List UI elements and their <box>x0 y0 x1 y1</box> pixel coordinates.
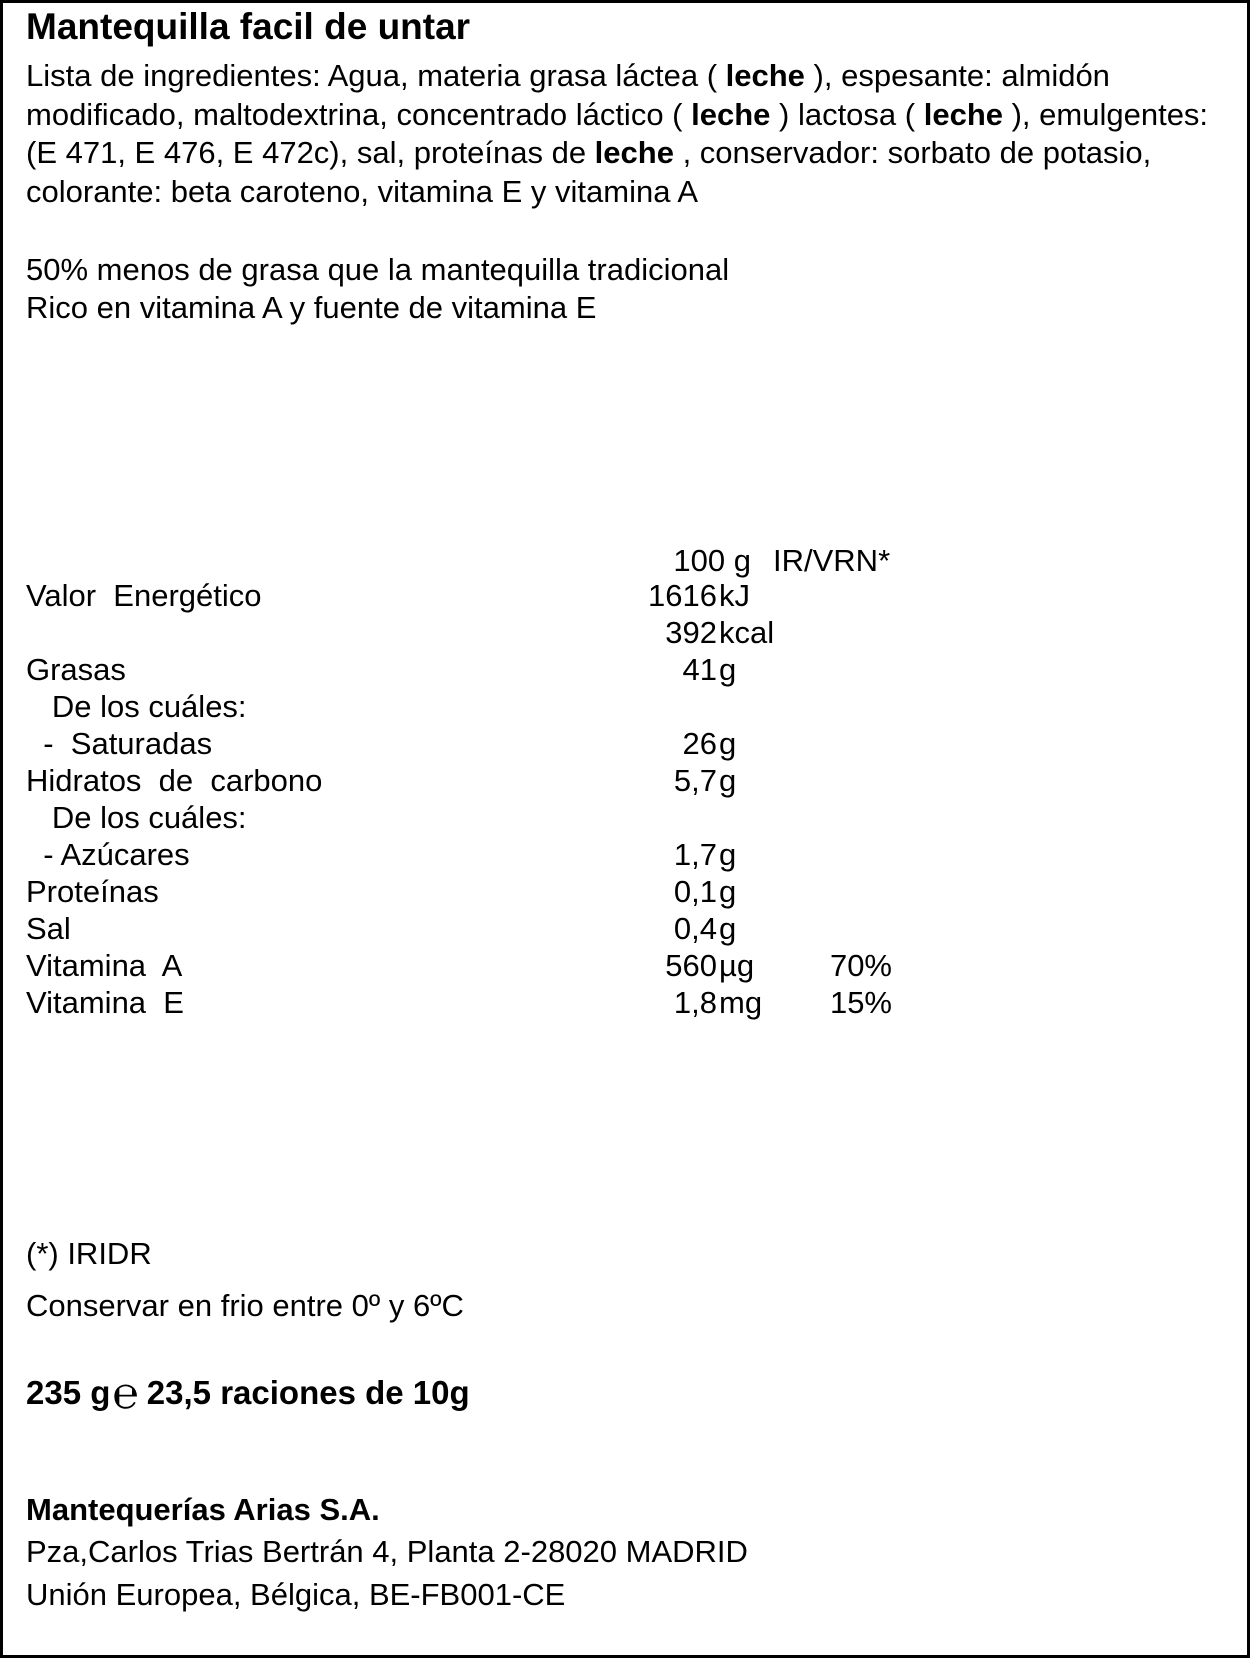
estimated-sign-icon: ℮ <box>112 1369 139 1418</box>
company-origin: Unión Europea, Bélgica, BE-FB001-CE <box>26 1577 566 1612</box>
nutrient-value: 1,7 <box>673 837 717 872</box>
storage-instructions: Conservar en frio entre 0º y 6ºC <box>26 1288 464 1323</box>
column-header-ir-vrn: IR/VRN* <box>773 543 891 578</box>
allergen-highlight: leche <box>725 58 805 93</box>
nutrient-label: - Saturadas <box>26 726 213 761</box>
nutrient-value: 0,4 <box>673 911 717 946</box>
column-header-100g: 100 g <box>673 543 751 578</box>
nutrition-row <box>3 873 1243 910</box>
nutrient-label: Valor Energético <box>26 578 262 613</box>
portions: 23,5 raciones de 10g <box>146 1374 470 1411</box>
nutrient-percent: 70% <box>829 948 892 983</box>
nutrition-row <box>3 947 1243 984</box>
nutrient-value: 1,8 <box>673 985 717 1020</box>
company-name: Mantequerías Arias S.A. <box>26 1492 380 1527</box>
nutrition-row <box>3 577 1243 614</box>
nutrient-value: 1616 <box>648 578 717 613</box>
nutrition-row <box>3 762 1243 799</box>
nutrient-value: 5,7 <box>673 763 717 798</box>
nutrition-row <box>3 651 1243 688</box>
allergen-highlight: leche <box>923 96 1003 132</box>
allergen-highlight: leche <box>594 135 674 170</box>
ingredients-text: ), espesante: almidón modificado, maltodextrina, concentrado láctico ( <box>26 58 1110 132</box>
nutrient-value: 0,1 <box>673 874 717 909</box>
nutrition-row <box>3 984 1243 1021</box>
nutrition-row <box>3 836 1243 873</box>
nutrition-row <box>3 799 1243 836</box>
nutrition-row <box>3 910 1243 947</box>
nutrition-row <box>3 614 1243 651</box>
nutrient-unit: kJ <box>719 578 750 613</box>
ingredients-list <box>26 57 1226 211</box>
ingredients-text: , conservador: sorbato de potasio, colorante: beta caroteno, vitamina E y vitamina A <box>26 135 1152 209</box>
nutrient-unit: g <box>719 652 737 687</box>
nutrition-row <box>3 725 1243 762</box>
claim-fat: 50% menos de grasa que la mantequilla tradicional <box>26 252 730 287</box>
nutrient-label: Vitamina A <box>26 948 183 983</box>
nutrient-label: Grasas <box>26 652 126 687</box>
ingredients-text: ) lactosa ( <box>770 96 924 132</box>
nutrient-value: 41 <box>682 652 717 687</box>
nutrient-label: Hidratos de carbono <box>26 763 323 798</box>
nutrient-unit: g <box>719 726 737 761</box>
nutrition-row <box>3 688 1243 725</box>
nutrient-label: - Azúcares <box>26 837 190 872</box>
nutrient-label: De los cuáles: <box>26 689 247 724</box>
nutrient-label: De los cuáles: <box>26 800 247 835</box>
nutrient-value: 26 <box>682 726 717 761</box>
nutrient-label: Sal <box>26 911 71 946</box>
nutrient-unit: kcal <box>719 615 775 650</box>
nutrient-unit: mg <box>719 985 763 1020</box>
nutrient-unit: g <box>719 763 737 798</box>
nutrient-value: 392 <box>665 615 717 650</box>
nutrient-unit: g <box>719 837 737 872</box>
ingredients-text: Lista de ingredientes: Agua, materia grasa láctea ( <box>26 58 726 93</box>
footnote: (*) IRIDR <box>26 1236 152 1271</box>
nutrient-unit: µg <box>719 948 755 983</box>
nutrient-label: Vitamina E <box>26 985 184 1020</box>
net-weight <box>26 1369 470 1418</box>
allergen-highlight: leche <box>691 96 771 132</box>
company-address: Pza,Carlos Trias Bertrán 4, Planta 2-28020 MADRID <box>26 1534 748 1569</box>
claim-vitamins: Rico en vitamina A y fuente de vitamina E <box>26 290 597 325</box>
ingredients-text: ), emulgentes: (E 471, E 476, E 472c), sal, proteínas de <box>26 96 1209 170</box>
product-title: Mantequilla facil de untar <box>26 6 471 47</box>
nutrient-unit: g <box>719 874 737 909</box>
nutrient-percent: 15% <box>829 985 892 1020</box>
nutrient-unit: g <box>719 911 737 946</box>
net-weight-value: 235 g <box>26 1374 111 1411</box>
nutrient-value: 560 <box>665 948 717 983</box>
nutrient-label: Proteínas <box>26 874 159 909</box>
